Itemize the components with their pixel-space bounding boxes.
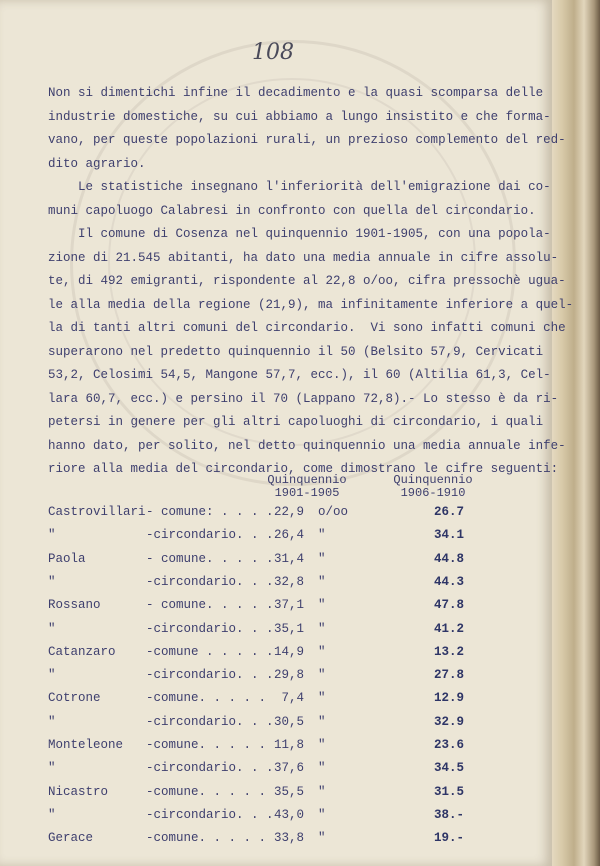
place-cell: Paola: [48, 551, 86, 566]
table-row: [0, 691, 552, 711]
kind-cell: -circondario. . .: [146, 761, 274, 776]
value-1906-1910: 38.-: [433, 807, 464, 822]
table-row: [0, 715, 552, 735]
unit-cell: ": [318, 714, 326, 729]
kind-cell: - comune: . . . .: [146, 505, 274, 519]
unit-cell: ": [318, 644, 326, 659]
place-cell: Rossano: [48, 598, 101, 613]
table-row: [0, 645, 552, 665]
unit-cell: ": [318, 668, 326, 683]
table-row: [0, 761, 552, 781]
value-1906-1910: 13.2: [433, 644, 464, 659]
value-1901-1905: 29,8: [273, 668, 304, 683]
kind-cell: -comune. . . . .: [146, 691, 267, 706]
place-cell: Monteleone: [48, 738, 124, 752]
value-1906-1910: 41.2: [433, 621, 464, 636]
unit-cell: ": [318, 831, 326, 846]
value-1906-1910: 26.7: [433, 505, 464, 519]
table-row: [0, 785, 552, 805]
place-cell: ": [48, 761, 56, 776]
place-cell: ": [48, 714, 56, 729]
table-row: [0, 552, 552, 572]
header-quinquennio-1906-1910: Quinquennio 1906-1910: [393, 473, 473, 500]
place-cell: Nicastro: [48, 784, 109, 799]
table-row: [0, 505, 552, 525]
kind-cell: -comune. . . . .: [146, 738, 267, 752]
unit-cell: ": [318, 528, 326, 543]
paragraph-1: Non si dimentichi infine il decadimento e la quasi scomparsa delle industrie domestiche, su cui abbiamo a lungo insistito e che forma- vano, per queste popolazioni rurali, un prezioso complemento del red- dito agrario.: [48, 86, 566, 171]
value-1906-1910: 23.6: [433, 738, 464, 752]
kind-cell: -comune . . . . .: [146, 644, 274, 659]
unit-cell: ": [318, 738, 326, 752]
paragraph-3: Il comune di Cosenza nel quinquennio 1901-1905, con una popola- zione di 21.545 abitanti, ha dato una media annuale in cifre assolu- te, di 492 emigranti, rispondente al 22,8 o/oo, cifra pressochè ugua- le alla media della regione (21,9), ma infinitamente inferiore a la di tanti altri comuni del circondario. Vi sono infatti comuni superarono nel predetto quinquennio il 50 (Belsito 57,9, Cervicati 53,2, Celosimi 54,5, Mangone 57,7, ecc.), il 60 (Altilia 61,3, Cel- lara 60,7, ecc.) e persino il 70 (Lappano 72,8).- Lo stesso è da ri- petersi in genere per gli altri capoluoghi di circondario, i quali hanno dato, per solito, nel detto quinquennio una media annuale infe- riore alla media del circondario, come dimostrano le cifre seguenti:: [48, 227, 566, 476]
value-1906-1910: 32.9: [433, 714, 464, 729]
value-1901-1905: 37,6: [273, 761, 304, 776]
value-1901-1905: 14,9: [273, 644, 304, 659]
paragraph-2: Le statistiche insegnano l'inferiorità dell'emigrazione dai co- muni capoluogo Calabresi in confronto con quella del circondario.: [48, 180, 551, 218]
place-cell: ": [48, 574, 56, 589]
kind-cell: -circondario. . .: [146, 807, 274, 822]
header-quinquennio-1901-1905: Quinquennio 1901-1905: [267, 473, 347, 500]
value-1906-1910: 47.8: [433, 598, 464, 613]
kind-cell: -circondario. . .: [146, 528, 274, 543]
value-1901-1905: 11,8: [273, 738, 304, 752]
value-1901-1905: 37,1: [273, 598, 304, 613]
table-row: [0, 831, 552, 851]
kind-cell: -circondario. . .: [146, 621, 274, 636]
table-row: [0, 528, 552, 548]
value-1901-1905: 7,4: [281, 691, 304, 706]
value-1901-1905: 30,5: [273, 714, 304, 729]
place-cell: Gerace: [48, 831, 94, 846]
table-row: [0, 808, 552, 828]
value-1901-1905: 35,5: [273, 784, 304, 799]
value-1906-1910: 44.3: [433, 574, 464, 589]
value-1906-1910: 34.5: [433, 761, 464, 776]
value-1901-1905: 43,0: [273, 807, 304, 822]
place-cell: ": [48, 807, 56, 822]
table-row: [0, 598, 552, 618]
value-1906-1910: 44.8: [433, 551, 464, 566]
table-row: [0, 668, 552, 688]
kind-cell: -comune. . . . .: [146, 831, 267, 846]
kind-cell: -comune. . . . .: [146, 784, 267, 799]
table-row: [0, 575, 552, 595]
unit-cell: ": [318, 598, 326, 613]
value-1901-1905: 35,1: [273, 621, 304, 636]
value-1906-1910: 34.1: [433, 528, 464, 543]
place-cell: Cotrone: [48, 691, 101, 706]
place-cell: ": [48, 528, 56, 543]
place-cell: ": [48, 621, 56, 636]
unit-cell: o/oo: [318, 505, 349, 519]
table-row: [0, 622, 552, 642]
unit-cell: ": [318, 761, 326, 776]
place-cell: Catanzaro: [48, 644, 116, 659]
value-1906-1910: 12.9: [433, 691, 464, 706]
page-number: 108: [252, 40, 294, 65]
value-1901-1905: 26,4: [273, 528, 304, 543]
value-1906-1910: 19.-: [433, 831, 464, 846]
kind-cell: - comune. . . . .: [146, 598, 274, 613]
table-row: [0, 738, 552, 758]
value-1901-1905: 33,8: [273, 831, 304, 846]
kind-cell: - comune. . . . .: [146, 551, 274, 566]
unit-cell: ": [318, 691, 326, 706]
unit-cell: ": [318, 574, 326, 589]
value-1901-1905: 31,4: [273, 551, 304, 566]
value-1906-1910: 27.8: [433, 668, 464, 683]
value-1906-1910: 31.5: [433, 784, 464, 799]
kind-cell: -circondario. . .: [146, 714, 274, 729]
place-cell: ": [48, 668, 56, 683]
unit-cell: ": [318, 807, 326, 822]
kind-cell: -circondario. . .: [146, 668, 274, 683]
value-1901-1905: 32,8: [273, 574, 304, 589]
place-cell: Castrovillari: [48, 505, 146, 519]
kind-cell: -circondario. . .: [146, 574, 274, 589]
unit-cell: ": [318, 551, 326, 566]
unit-cell: ": [318, 621, 326, 636]
value-1901-1905: 22,9: [273, 505, 304, 519]
unit-cell: ": [318, 784, 326, 799]
